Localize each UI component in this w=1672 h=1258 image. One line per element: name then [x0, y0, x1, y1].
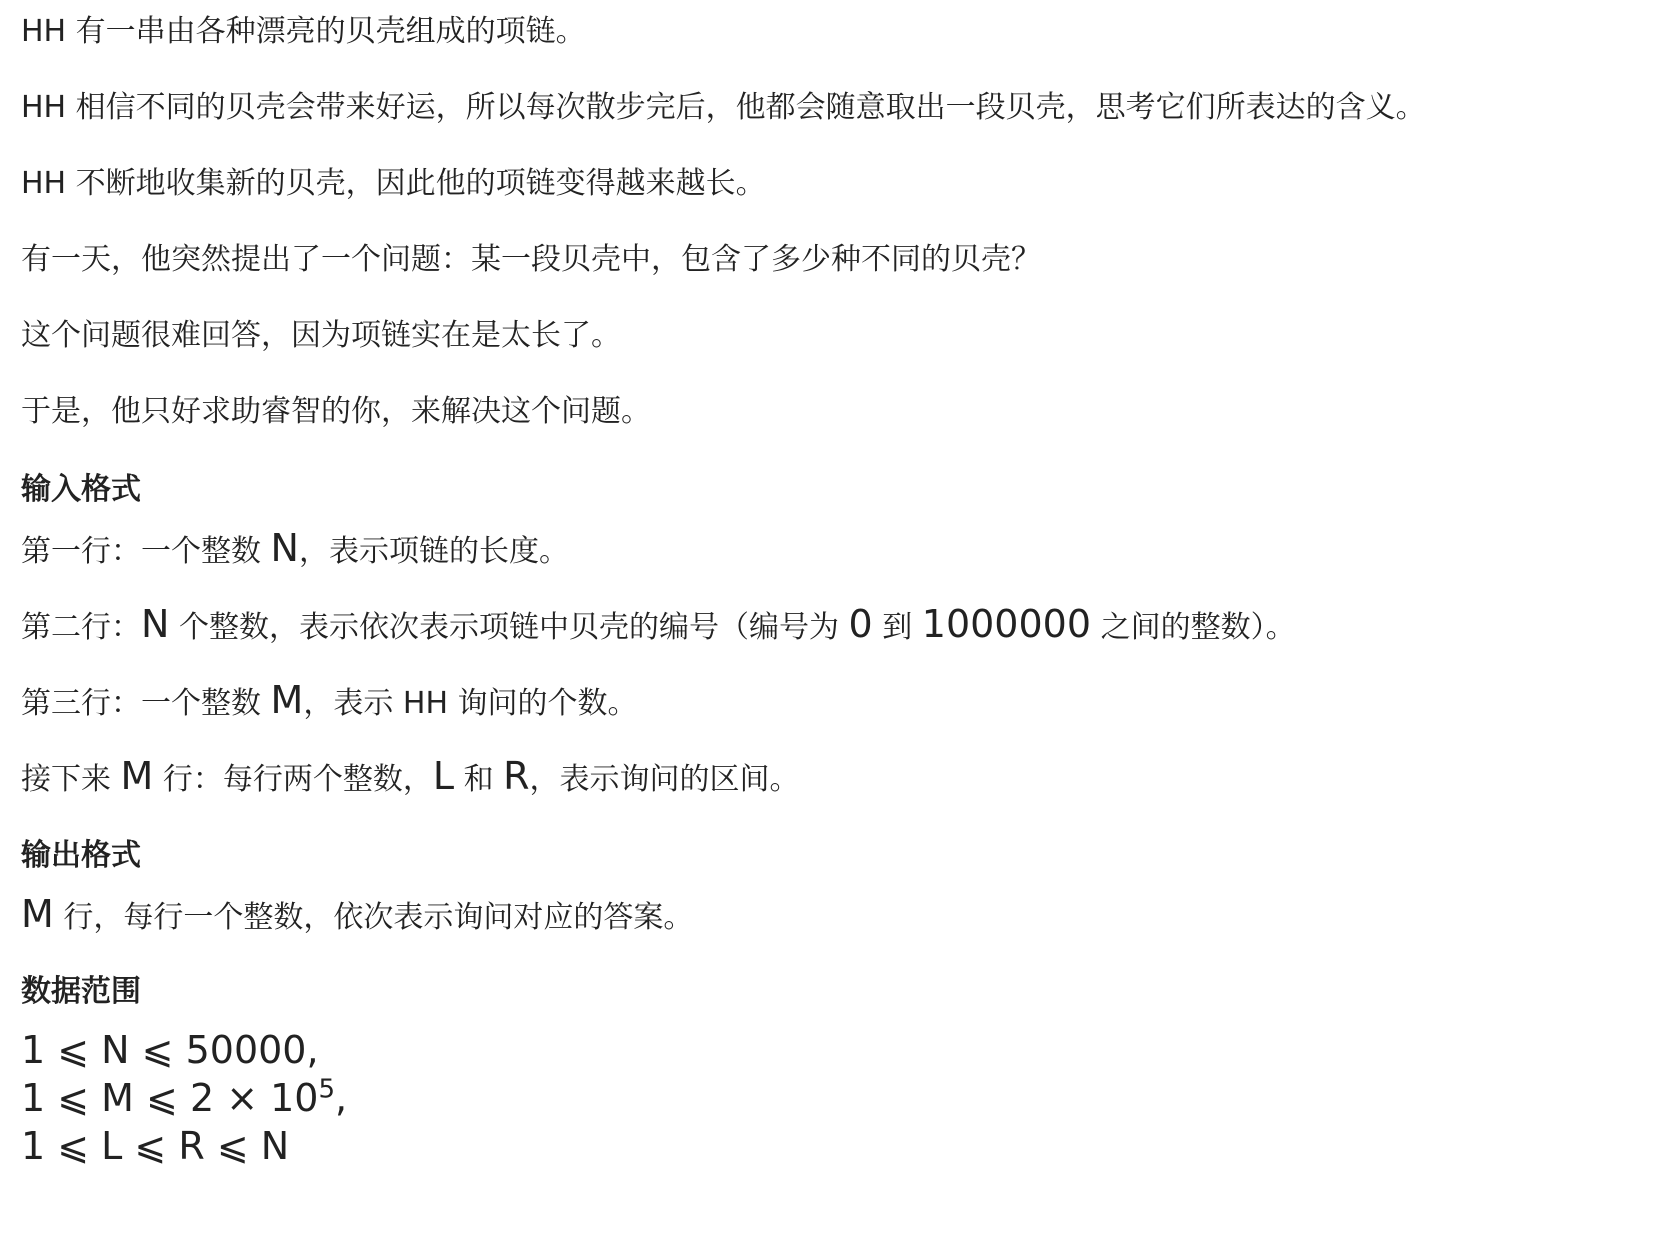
description-paragraph-1: HH 有一串由各种漂亮的贝壳组成的项链。 — [21, 14, 586, 49]
output-format-heading: 输出格式 — [21, 838, 141, 873]
description-paragraph-5: 这个问题很难回答，因为项链实在是太长了。 — [21, 318, 621, 353]
constraint-m: 1 ⩽ M ⩽ $2 \times 10^5$, — [21, 1074, 348, 1120]
constraint-l-r: 1 ⩽ L ⩽ R ⩽ N — [21, 1124, 290, 1168]
input-line-1: 第一行：一个整数 N，表示项链的长度。 — [21, 526, 569, 570]
data-range-heading: 数据范围 — [21, 974, 141, 1009]
description-paragraph-4: 有一天，他突然提出了一个问题：某一段贝壳中，包含了多少种不同的贝壳？ — [21, 242, 1041, 277]
constraint-n: 1 ⩽ N ⩽ 50000, — [21, 1028, 319, 1072]
output-line-1: M 行，每行一个整数，依次表示询问对应的答案。 — [21, 892, 694, 936]
input-format-heading: 输入格式 — [21, 472, 141, 507]
description-paragraph-6: 于是，他只好求助睿智的你，来解决这个问题。 — [21, 394, 651, 429]
description-paragraph-2: HH 相信不同的贝壳会带来好运，所以每次散步完后，他都会随意取出一段贝壳，思考它们所表达的含义。 — [21, 90, 1426, 125]
description-paragraph-3: HH 不断地收集新的贝壳，因此他的项链变得越来越长。 — [21, 166, 766, 201]
input-line-3: 第三行：一个整数 M，表示 HH 询问的个数。 — [21, 678, 638, 722]
input-line-2: 第二行：N 个整数，表示依次表示项链中贝壳的编号（编号为 0 到 1000000 之间的整数）。 — [21, 602, 1296, 646]
input-line-4: 接下来 M 行：每行两个整数，L 和 R，表示询问的区间。 — [21, 754, 800, 798]
